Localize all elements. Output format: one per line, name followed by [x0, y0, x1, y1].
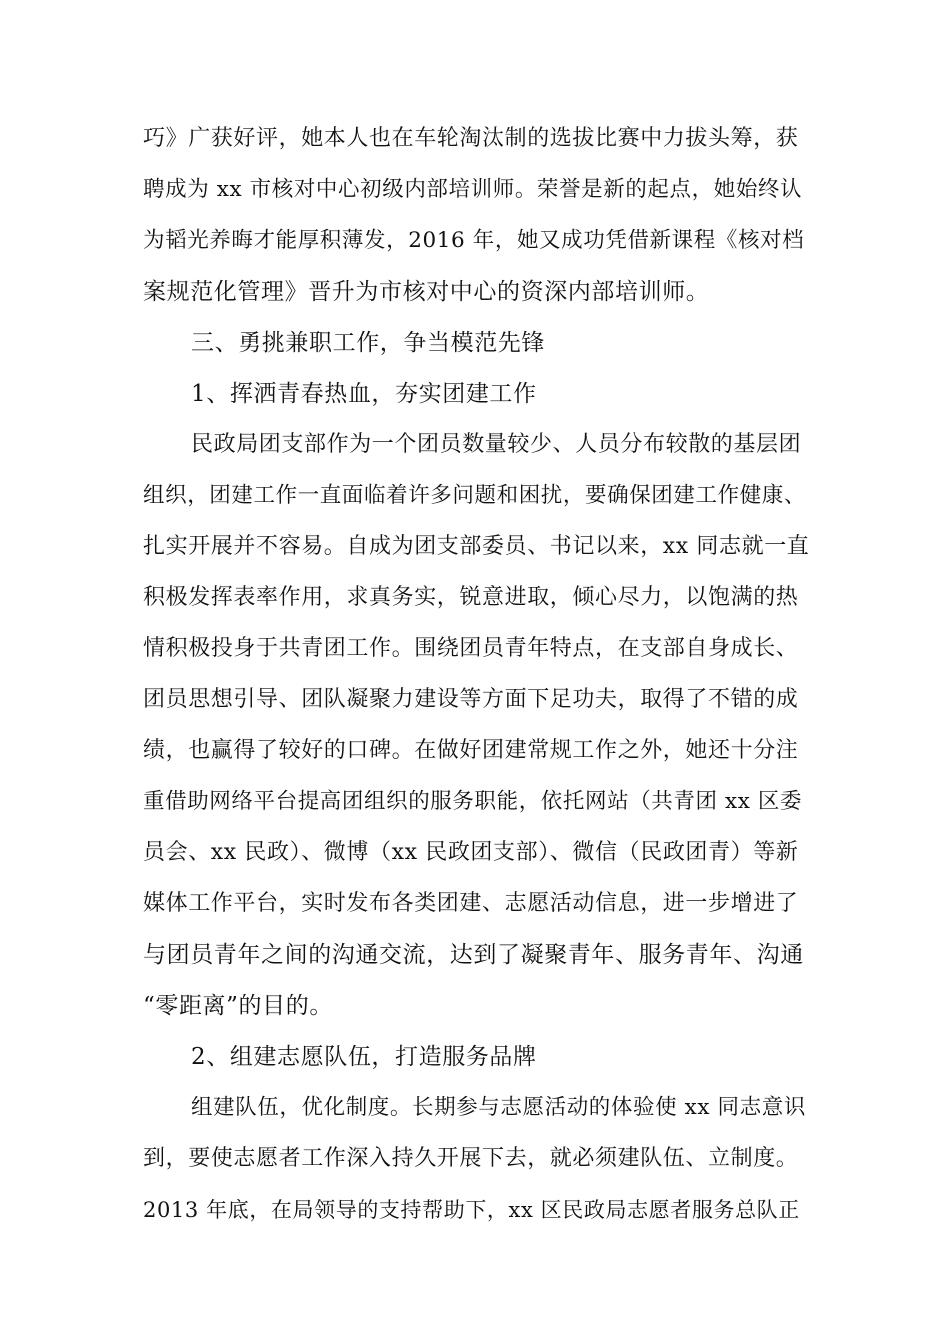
text-line-7: 民政局团支部作为一个团员数量较少、人员分布较散的基层团: [191, 432, 802, 457]
text-line-16: 媒体工作平台，实时发布各类团建、志愿活动信息，进一步增进了: [143, 891, 799, 916]
text-line-1: 巧》广获好评，她本人也在车轮淘汰制的选拔比赛中力拔头筹，获: [143, 126, 799, 151]
subsection-heading-1: 1、挥洒青春热血，夯实团建工作: [191, 381, 537, 407]
text-line-22: 2013 年底，在局领导的支持帮助下，xx 区民政局志愿者服务总队正: [143, 1198, 800, 1222]
text-line-10: 积极发挥表率作用，求真务实，锐意进取，倾心尽力，以饱满的热: [143, 585, 799, 610]
text-line-13: 绩，也赢得了较好的口碑。在做好团建常规工作之外，她还十分注: [143, 738, 799, 763]
subsection-heading-2: 2、组建志愿队伍，打造服务品牌: [191, 1044, 537, 1070]
text-line-14: 重借助网络平台提高团组织的服务职能，依托网站（共青团 xx 区委: [143, 789, 803, 814]
text-line-15: 员会、xx 民政）、微博（xx 民政团支部）、微信（民政团青）等新: [143, 840, 799, 865]
text-line-18: “零距离”的目的。: [143, 993, 333, 1019]
text-line-20: 组建队伍，优化制度。长期参与志愿活动的体验使 xx 同志意识: [191, 1095, 806, 1120]
text-line-17: 与团员青年之间的沟通交流，达到了凝聚青年、服务青年、沟通: [143, 942, 804, 968]
text-line-8: 组织，团建工作一直面临着许多问题和困扰，要确保团建工作健康、: [143, 483, 807, 508]
text-line-21: 到，要使志愿者工作深入持久开展下去，就必须建队伍、立制度。: [143, 1146, 799, 1171]
text-line-3: 为韬光养晦才能厚积薄发，2016 年，她又成功凭借新课程《核对档: [143, 228, 805, 253]
text-line-2: 聘成为 xx 市核对中心初级内部培训师。荣誉是新的起点，她始终认: [143, 177, 803, 202]
text-line-4: 案规范化管理》晋升为市核对中心的资深内部培训师。: [143, 279, 710, 305]
text-line-11: 情积极投身于共青团工作。围绕团员青年特点，在支部自身成长、: [143, 636, 799, 661]
text-line-9: 扎实开展并不容易。自成为团支部委员、书记以来，xx 同志就一直: [143, 534, 810, 559]
section-heading-3: 三、勇挑兼职工作，争当模范先锋: [191, 330, 545, 356]
text-line-12: 团员思想引导、团队凝聚力建设等方面下足功夫，取得了不错的成: [143, 687, 799, 712]
